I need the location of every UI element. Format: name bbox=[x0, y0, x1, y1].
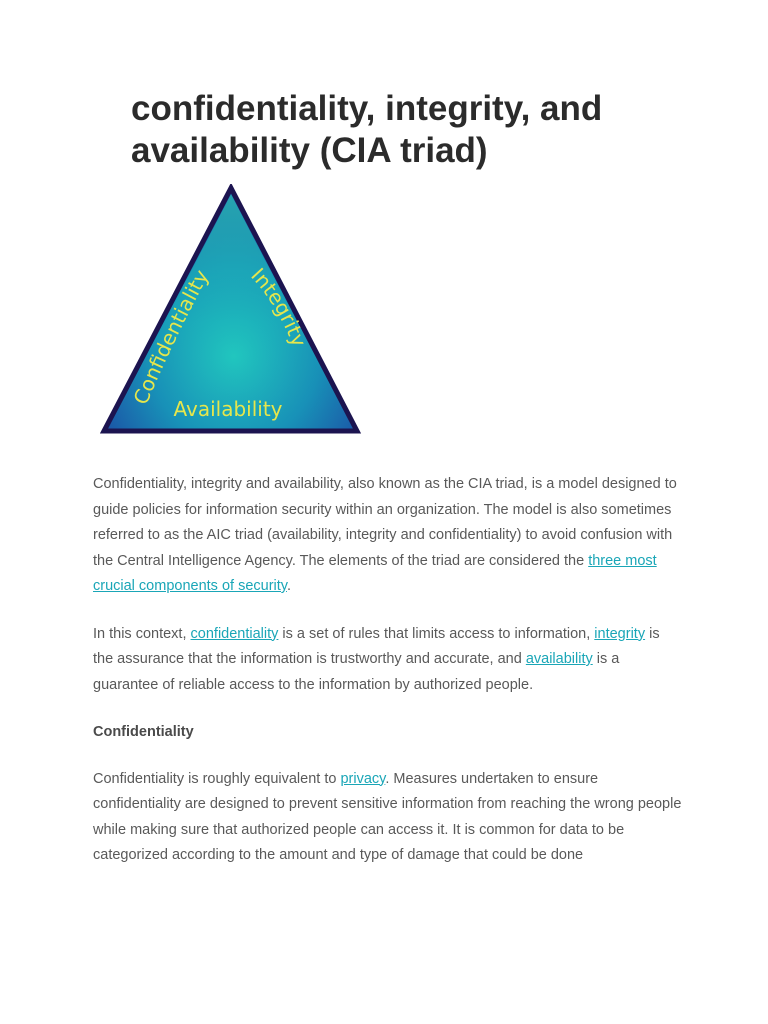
context-text-4: is a guarantee of reliable access to the information by authorized people. bbox=[93, 651, 620, 693]
intro-end: . bbox=[286, 578, 291, 594]
context-text-1: In this context, bbox=[93, 625, 191, 642]
three-components-link[interactable]: three most crucial components of security bbox=[93, 552, 657, 594]
availability-link[interactable]: availability bbox=[525, 651, 593, 667]
integrity-label: Integrity bbox=[246, 263, 312, 351]
context-text-2: is a set of rules that limits access to information, bbox=[278, 625, 595, 642]
integrity-link[interactable]: integrity bbox=[594, 625, 646, 642]
page-title: confidentiality, integrity, and availability (CIA triad) bbox=[131, 89, 603, 170]
context-text-3: is the assurance that the information is trustworthy and accurate, and bbox=[93, 625, 660, 667]
confidentiality-link[interactable]: confidentiality bbox=[190, 625, 279, 642]
confidentiality-heading: Confidentiality bbox=[93, 724, 194, 740]
cia-triad-diagram bbox=[100, 184, 362, 436]
context-paragraph bbox=[93, 622, 683, 699]
confidentiality-text-2: . Measures undertaken to ensure confidentiality are designed to prevent sensitive information from reaching the wrong people while making sure that authorized people can access it. It is common for data to be categorized according to the amount and type of damage that could be done bbox=[93, 770, 682, 863]
intro-text: Confidentiality, integrity and availability, also known as the CIA triad, is a model designed to guide policies for information security within an organization. The model is also sometimes referred to as the AIC triad (availability, integrity and confidentiality) to avoid confusion with the Central Intelligence Agency. The elements of the triad are considered the bbox=[93, 476, 677, 569]
confidentiality-paragraph bbox=[93, 767, 683, 869]
availability-label: Availability bbox=[173, 397, 283, 421]
confidentiality-text-1: Confidentiality is roughly equivalent to bbox=[93, 770, 341, 787]
confidentiality-label: Confidentiality bbox=[128, 265, 214, 408]
article-body bbox=[93, 472, 683, 891]
privacy-link[interactable]: privacy bbox=[340, 770, 386, 787]
intro-paragraph bbox=[93, 472, 683, 600]
